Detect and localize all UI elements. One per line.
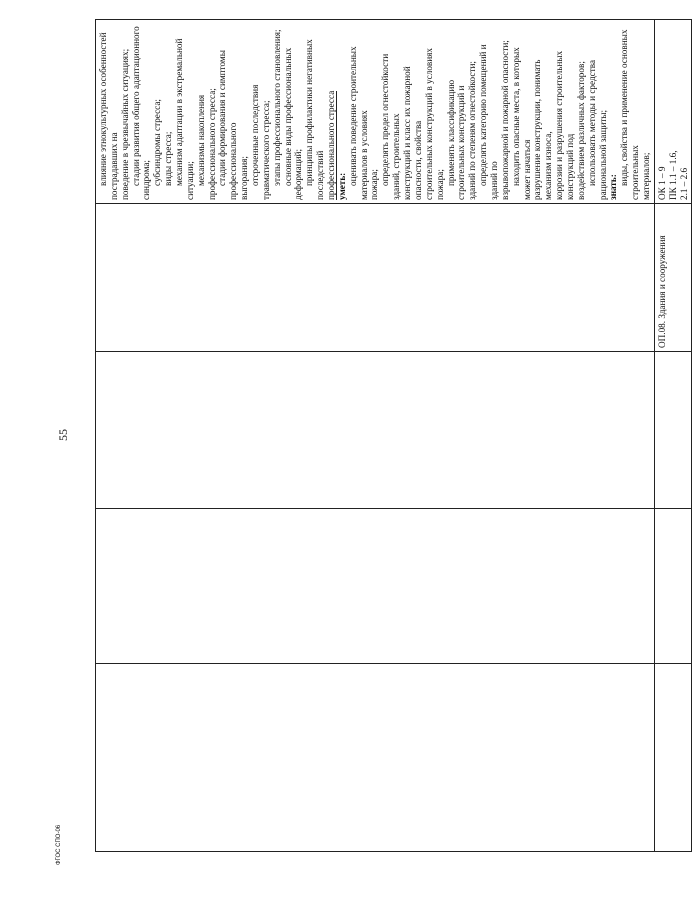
content-line: основные виды профессиональных деформаций;: [282, 47, 304, 200]
content-line: использовать методы и средства рациональной защиты;: [586, 59, 608, 200]
content-line: оценивать поведение строительных материалов в условиях: [347, 46, 369, 200]
content-line: материалов;: [640, 152, 651, 200]
content-line: принципы профилактики негативных последствий: [304, 39, 326, 200]
content-line: коррозии и разрушения строительных конструкций под: [554, 50, 575, 200]
content-line: виды стресса;: [163, 131, 174, 186]
discipline-name: ОП.08. Здания и сооружения: [656, 235, 667, 348]
empty-cell-1: [96, 664, 655, 852]
page-number: 55: [56, 429, 70, 441]
content-line: виды, свойства и применение основных строительных: [619, 29, 641, 200]
empty-cell-4: [96, 204, 655, 352]
table-row: [654, 20, 692, 852]
content-line: выгорания;: [239, 156, 250, 200]
content-line: влияние этнокультурных особенностей пострадавших на: [98, 32, 119, 200]
competencies-cell: [654, 20, 692, 204]
competency-line: ОК 1 – 9: [656, 166, 667, 200]
section-heading: уметь:: [336, 172, 347, 200]
empty-cell-3: [96, 352, 655, 509]
competency-line: 2.1 – 2.6: [678, 167, 689, 200]
content-line: разрушение конструкции, понимать механизм износа,: [532, 59, 554, 200]
rotated-table-container: [95, 20, 689, 852]
discipline-cell: [654, 204, 692, 352]
content-line: взрывопожарной и пожарной опасности;: [499, 40, 510, 200]
empty-cell-2: [96, 509, 655, 664]
empty-cell-7: [654, 352, 692, 509]
content-line: применять классификацию строительных конструкций и: [445, 79, 467, 200]
content-line: отсроченные последствия травматического стресса;: [250, 84, 271, 200]
content-line: [326, 23, 337, 200]
footer-code: ФГОС СПО-06: [56, 824, 62, 865]
content-line: стадии формирования и симптомы профессионального: [217, 50, 239, 200]
empty-cell-6: [654, 509, 692, 664]
content-line: зданий по степеням огнестойкости;: [467, 61, 478, 200]
content-line: воздействием различных факторов;: [575, 61, 586, 200]
content-line: находить опасные места, в которых может начаться: [510, 47, 532, 200]
section-heading: знать:: [608, 174, 619, 200]
content-line: механизм адаптации в экстремальной ситуации;: [174, 38, 195, 200]
empty-cell-5: [654, 664, 692, 852]
table-row: [96, 20, 655, 852]
content-lines: [98, 23, 652, 200]
content-line: определять категорию помещений и зданий по: [478, 44, 499, 200]
curriculum-table: [95, 19, 692, 852]
content-line: стадии развития общего адаптационного синдрома;: [130, 26, 152, 200]
content-cell: [96, 20, 655, 204]
competency-line: ПК 1.1 – 1.6,: [667, 150, 678, 200]
content-line: этапы профессионального становления;: [271, 29, 282, 186]
content-line: конструкций и класс их пожарной опасности, свойства: [402, 66, 423, 200]
content-line: строительных конструкций в условиях пожара;: [423, 47, 445, 200]
content-line: пожара;: [369, 169, 380, 200]
underlined-text: профессионального стресса: [326, 90, 337, 200]
content-line: поведение в чрезвычайных ситуациях;: [119, 48, 130, 200]
content-line: механизмы накопления профессионального стресса;: [195, 88, 217, 200]
content-line: определять предел огнестойкости зданий, строительных: [380, 53, 402, 200]
content-line: субсиндромы стресса;: [152, 99, 163, 186]
